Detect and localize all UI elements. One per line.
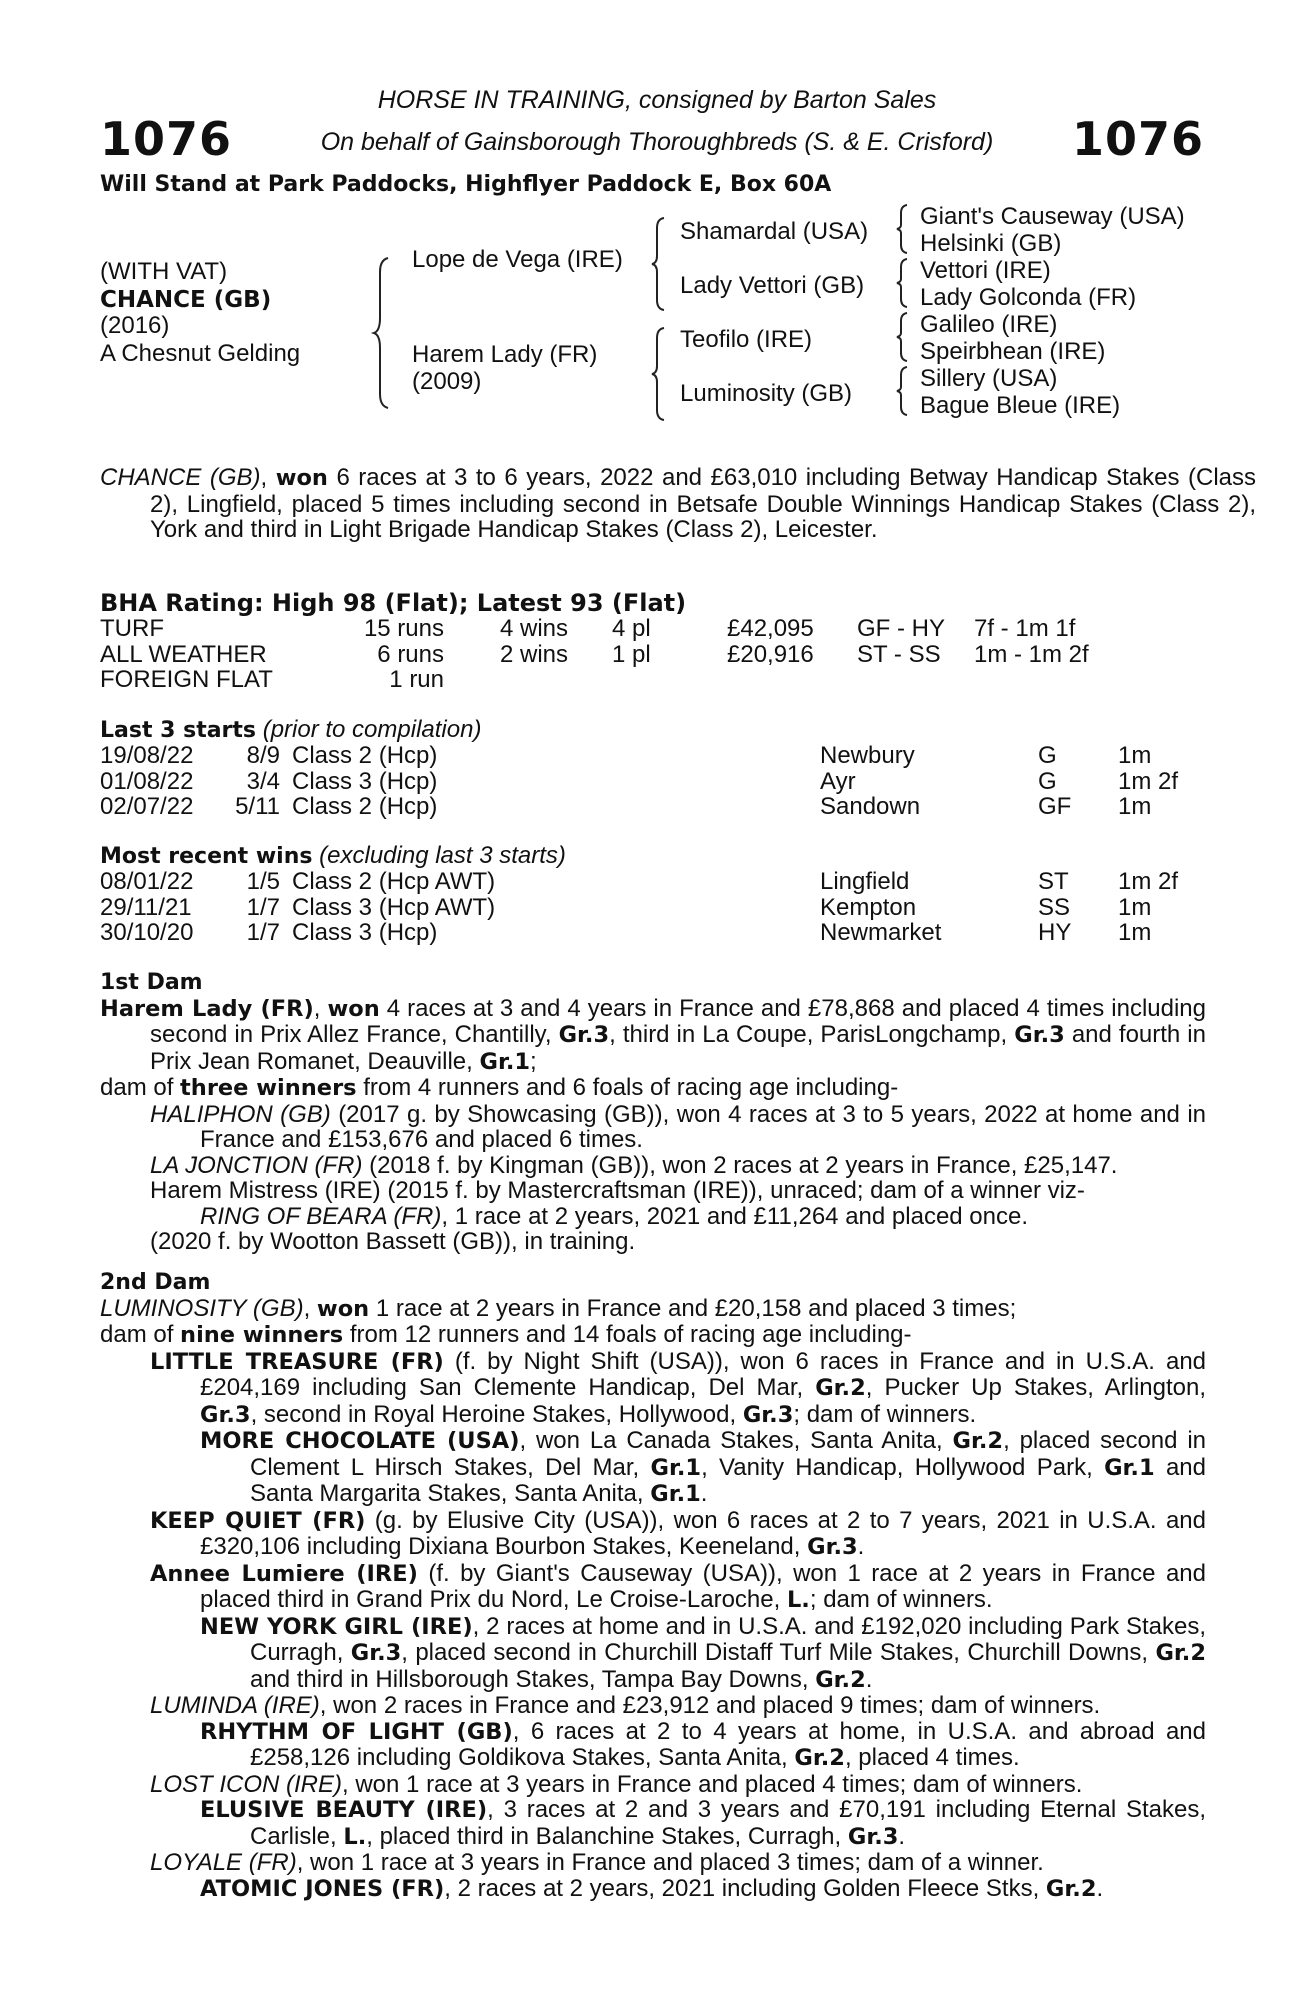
- produce-text: , won 1 race at 3 years in France and placed 3 times; dam of a winner.: [296, 1849, 1044, 1876]
- winners-count: three winners: [180, 1075, 357, 1101]
- cell-date: 08/01/22: [100, 868, 194, 895]
- cell-going: GF: [1038, 793, 1072, 820]
- first-dam-text-2: , third in La Coupe, ParisLongchamp,: [609, 1021, 1015, 1048]
- grade-label: Gr.1: [650, 1481, 701, 1507]
- cell-surface: FOREIGN FLAT: [100, 666, 273, 693]
- cell-date: 30/10/20: [100, 919, 194, 946]
- cell-dist: 1m 2f: [1118, 767, 1179, 795]
- table-row: [100, 743, 1220, 769]
- cell-dist: 1m: [1118, 793, 1152, 820]
- produce-text: , Vanity Handicap, Hollywood Park,: [701, 1453, 1105, 1481]
- sire-name: Lope de Vega (IRE): [412, 246, 623, 273]
- grade-label: Gr.3: [350, 1640, 402, 1666]
- produce-name: Annee Lumiere (IRE): [150, 1560, 418, 1587]
- table-row: [100, 895, 1220, 921]
- dam-name: Harem Lady (FR): [412, 341, 598, 368]
- table-row: [100, 794, 1220, 820]
- produce-name: KEEP QUIET (FR): [150, 1507, 366, 1534]
- last3-note: (prior to compilation): [256, 716, 482, 743]
- recent-note: (excluding last 3 starts): [312, 842, 566, 869]
- ped-dsd: Speirbhean (IRE): [920, 338, 1106, 365]
- offspring-text: (2018 f. by Kingman (GB)), won 2 races at 2 years in France, £25,147.: [362, 1151, 1118, 1179]
- grade-label: Gr.3: [200, 1401, 251, 1428]
- pedigree-brace-3d: [897, 367, 911, 415]
- grade-label: Gr.3: [807, 1534, 858, 1560]
- cell-course: Newbury: [820, 742, 915, 769]
- grade-label: Gr.3: [742, 1401, 794, 1428]
- last3-heading: [100, 717, 481, 743]
- cell-race: Class 3 (Hcp AWT): [292, 893, 496, 921]
- grade-label: Gr.2: [794, 1745, 845, 1771]
- winners-count: nine winners: [180, 1322, 344, 1348]
- pedigree-brace-sire: [652, 218, 668, 310]
- first-dam-name: Harem Lady (FR): [100, 995, 314, 1022]
- recent-heading: [100, 843, 566, 869]
- pedigree-brace-main: [374, 258, 394, 408]
- produce-text: , placed second in Clement L Hirsch Stakes, Del Mar,: [250, 1427, 1207, 1481]
- cell-race: Class 3 (Hcp): [292, 919, 438, 946]
- stand-location: Will Stand at Park Paddocks, Highflyer Paddock E, Box 60A: [100, 172, 832, 197]
- horse-year: (2016): [100, 312, 170, 339]
- second-dam-section: [100, 1270, 1206, 1902]
- produce-text: , placed 4 times.: [844, 1744, 1020, 1771]
- produce-name: LUMINDA (IRE): [150, 1692, 320, 1719]
- table-row: [100, 667, 1220, 693]
- cell-dist: 1m: [1118, 893, 1152, 921]
- sire-dam: Lady Vettori (GB): [680, 272, 865, 299]
- rating-title: BHA Rating: High 98 (Flat); Latest 93 (Flat): [100, 589, 687, 617]
- offspring-text: (2017 g. by Showcasing (GB)), won 4 races at 3 to 5 years, 2022 at home and in France and £153,676 and placed 6 times.: [200, 1100, 1207, 1153]
- listed-label: L.: [786, 1587, 810, 1613]
- cell-date: 02/07/22: [100, 793, 194, 820]
- produce-name: NEW YORK GIRL (IRE): [200, 1613, 473, 1640]
- lot-number-right: 1076: [1071, 112, 1204, 166]
- first-dam-text-1: 4 races at 3 and 4 years in France and £78,868 and placed 4 times including second in Prix Allez France, Chantilly,: [150, 994, 1206, 1048]
- produce-text: ; dam of winners.: [809, 1586, 993, 1613]
- dam-of-label: dam of: [100, 1321, 181, 1348]
- first-dam-title: 1st Dam: [100, 970, 203, 995]
- produce-text: and third in Hillsborough Stakes, Tampa Bay Downs,: [250, 1665, 816, 1693]
- last3-title: Last 3 starts: [100, 718, 257, 743]
- grade-label: Gr.2: [815, 1375, 866, 1401]
- produce-name: LITTLE TREASURE (FR): [150, 1348, 444, 1375]
- produce-elusive-beauty: [100, 1797, 1206, 1850]
- produce-name: LOST ICON (IRE): [150, 1770, 343, 1798]
- produce-text: ; dam of winners.: [793, 1400, 977, 1428]
- summary-text: 6 races at 3 to 6 years, 2022 and £63,010 including Betway Handicap Stakes (Class 2), Lingfield, placed 5 times including second in Betsafe Double Winnings Handicap Stakes (Class 2), York and third in Light Brigade Handicap Stakes (Class 2), Leicester.: [150, 464, 1256, 543]
- listed-label: L.: [343, 1823, 367, 1850]
- first-dam-section: [100, 970, 1206, 1255]
- produce-text: .: [898, 1822, 906, 1850]
- produce-text: , 2 races at 2 years, 2021 including Golden Fleece Stks,: [444, 1874, 1046, 1902]
- first-dam-text-4: ;: [530, 1047, 537, 1075]
- table-row: [100, 769, 1220, 795]
- offspring-4: (2020 f. by Wootton Bassett (GB)), in training.: [150, 1228, 636, 1255]
- produce-text: .: [857, 1533, 865, 1560]
- cell-race: Class 2 (Hcp): [292, 742, 438, 769]
- ped-sss: Giant's Causeway (USA): [920, 203, 1185, 230]
- cell-dist: 1m: [1118, 742, 1152, 769]
- produce-text: .: [865, 1665, 873, 1693]
- cell-race: Class 3 (Hcp): [292, 767, 438, 795]
- produce-loyale: [100, 1850, 1206, 1876]
- produce-text: .: [1096, 1874, 1104, 1902]
- cell-pos: 1/7: [246, 893, 280, 921]
- ped-dss: Galileo (IRE): [920, 311, 1058, 338]
- cell-surface: TURF: [100, 615, 164, 642]
- second-dam-text: 1 race at 2 years in France and £20,158 and placed 3 times;: [369, 1294, 1017, 1322]
- cell-race: Class 2 (Hcp AWT): [292, 868, 496, 895]
- horse-name: CHANCE (GB): [100, 287, 272, 313]
- produce-name: ATOMIC JONES (FR): [200, 1875, 445, 1902]
- grade-label: Gr.2: [815, 1666, 866, 1693]
- table-row: [100, 869, 1220, 895]
- consignment-line: HORSE IN TRAINING, consigned by Barton Sales: [377, 86, 937, 114]
- lot-number-left: 1076: [100, 112, 233, 166]
- summary-won: won: [275, 465, 328, 491]
- produce-text: , won 2 races in France and £23,912 and placed 9 times; dam of winners.: [319, 1692, 1101, 1719]
- offspring-name: LA JONCTION (FR): [150, 1151, 363, 1179]
- vat-label: (WITH VAT): [100, 258, 228, 285]
- cell-date: 29/11/21: [100, 893, 192, 921]
- produce-text: , won 1 race at 3 years in France and placed 4 times; dam of winners.: [342, 1770, 1083, 1798]
- cell-going: G: [1038, 767, 1057, 795]
- cell-course: Sandown: [820, 793, 921, 820]
- cell-wins: 4 wins: [500, 615, 569, 642]
- produce-text: , 6 races at 2 to 4 years at home, in U.S.A. and abroad and £258,126 including Goldikova Stakes, Santa Anita,: [250, 1717, 1206, 1771]
- ped-ddd: Bague Bleue (IRE): [920, 392, 1121, 419]
- cell-runs: 15 runs: [363, 615, 444, 642]
- recent-title: Most recent wins: [100, 844, 313, 869]
- cell-dist: 1m: [1118, 919, 1152, 946]
- produce-text: .: [700, 1480, 708, 1507]
- cell-dist: 7f - 1m 1f: [974, 615, 1076, 642]
- ped-ssd: Helsinki (GB): [920, 230, 1062, 257]
- grade-label: Gr.1: [650, 1454, 702, 1481]
- produce-luminda: [100, 1693, 1206, 1719]
- cell-pl: 1 pl: [612, 640, 651, 668]
- produce-atomic-jones: [100, 1876, 1206, 1903]
- dam-year: (2009): [412, 368, 482, 395]
- pedigree-brace-3a: [897, 205, 911, 253]
- ped-sds: Vettori (IRE): [920, 257, 1051, 284]
- cell-going: HY: [1038, 919, 1072, 946]
- dam-sire: Teofilo (IRE): [680, 326, 813, 353]
- vendor-line: On behalf of Gainsborough Thoroughbreds (S. & E. Crisford): [320, 128, 994, 156]
- dam-of-rest: from 4 runners and 6 foals of racing age including-: [356, 1074, 899, 1101]
- horse-description: A Chesnut Gelding: [100, 340, 301, 367]
- offspring-2: [100, 1153, 1206, 1179]
- pedigree-brace-dam: [652, 328, 668, 420]
- first-dam-produce: [100, 1075, 1206, 1102]
- offspring-name: HALIPHON (GB): [150, 1100, 331, 1128]
- cell-going: GF - HY: [857, 615, 945, 642]
- produce-more-chocolate: [100, 1428, 1206, 1508]
- cell-course: Lingfield: [820, 868, 910, 895]
- race-summary: CHANCE (GB), won 6 races at 3 to 6 years, 2022 and £63,010 including Betway Handicap Stakes (Class 2), Lingfield, placed 5 times including second in Betsafe Double Winnings Handicap Stakes (Class 2), York and third in Light Brigade Handicap Stakes (Class 2), Leicester.: [100, 464, 1256, 543]
- table-row: [100, 920, 1220, 946]
- produce-name: ELUSIVE BEAUTY (IRE): [200, 1797, 488, 1823]
- offspring-3: Harem Mistress (IRE) (2015 f. by Mastercraftsman (IRE)), unraced; dam of a winner viz-: [150, 1177, 1085, 1204]
- grade-label: Gr.3: [558, 1022, 610, 1048]
- offspring-name: RING OF BEARA (FR): [200, 1202, 442, 1230]
- offspring-text: , 1 race at 2 years, 2021 and £11,264 and placed once.: [441, 1202, 1029, 1230]
- table-row: [100, 616, 1220, 642]
- cell-pl: 4 pl: [612, 615, 651, 642]
- produce-rhythm-of-light: [100, 1719, 1206, 1772]
- cell-pos: 5/11: [235, 793, 280, 820]
- produce-keep-quiet: [100, 1508, 1206, 1561]
- produce-annee-lumiere: [100, 1561, 1206, 1614]
- produce-new-york-girl: [100, 1614, 1206, 1694]
- cell-date: 19/08/22: [100, 742, 194, 769]
- cell-pos: 8/9: [246, 742, 280, 769]
- produce-text: , second in Royal Heroine Stakes, Hollywood,: [250, 1400, 743, 1428]
- ped-sdd: Lady Golconda (FR): [920, 284, 1137, 311]
- cell-earn: £20,916: [727, 640, 814, 668]
- second-dam-title: 2nd Dam: [100, 1270, 211, 1295]
- produce-text: and Santa Margarita Stakes, Santa Anita,: [250, 1453, 1207, 1507]
- produce-text: (f. by Night Shift (USA)), won 6 races in France and in U.S.A. and £204,169 including San Clemente Handicap, Del Mar,: [200, 1347, 1207, 1401]
- cell-earn: £42,095: [727, 615, 814, 642]
- pedigree-brace-3c: [897, 313, 911, 361]
- dam-of-rest: from 12 runners and 14 foals of racing age including-: [343, 1321, 912, 1348]
- dam-of-label: dam of: [100, 1074, 181, 1101]
- offspring-1: [100, 1102, 1206, 1153]
- second-dam-won: won: [316, 1295, 370, 1322]
- second-dam-name: LUMINOSITY (GB): [100, 1294, 304, 1322]
- produce-lost-icon: [100, 1772, 1206, 1798]
- cell-dist: 1m 2f: [1118, 868, 1179, 895]
- sire-sire: Shamardal (USA): [680, 218, 869, 245]
- cell-runs: 1 run: [389, 666, 444, 693]
- produce-text: (f. by Giant's Causeway (USA)), won 1 race at 2 years in France and placed third in Grand Prix du Nord, Le Croise-Laroche,: [200, 1559, 1206, 1613]
- offspring-3a: [100, 1204, 1206, 1230]
- cell-wins: 2 wins: [500, 640, 569, 668]
- produce-text: , placed third in Balanchine Stakes, Curragh,: [366, 1822, 848, 1850]
- cell-going: SS: [1038, 893, 1071, 921]
- produce-text: , won La Canada Stakes, Santa Anita,: [519, 1427, 953, 1454]
- cell-going: ST - SS: [857, 640, 941, 668]
- dam-dam: Luminosity (GB): [680, 380, 853, 407]
- produce-text: , 3 races at 2 and 3 years and £70,191 including Eternal Stakes, Carlisle,: [250, 1796, 1206, 1850]
- produce-text: , placed second in Churchill Distaff Turf Mile Stakes, Churchill Downs,: [401, 1639, 1156, 1666]
- second-dam-record: LUMINOSITY (GB), won 1 race at 2 years in France and £20,158 and placed 3 times;: [100, 1294, 1017, 1322]
- grade-label: Gr.2: [1045, 1875, 1097, 1902]
- grade-label: Gr.1: [479, 1048, 531, 1075]
- grade-label: Gr.2: [1155, 1640, 1206, 1666]
- produce-name: RHYTHM OF LIGHT (GB): [200, 1718, 513, 1745]
- grade-label: Gr.3: [1014, 1022, 1065, 1048]
- produce-text: , Pucker Up Stakes, Arlington,: [865, 1374, 1206, 1401]
- cell-race: Class 2 (Hcp): [292, 793, 438, 820]
- cell-pos: 3/4: [246, 767, 280, 795]
- cell-runs: 6 runs: [377, 640, 444, 668]
- cell-date: 01/08/22: [100, 767, 194, 795]
- cell-course: Kempton: [820, 893, 917, 921]
- ped-dds: Sillery (USA): [920, 365, 1058, 392]
- produce-text: (g. by Elusive City (USA)), won 6 races at 2 to 7 years, 2021 in U.S.A. and £320,106 including Dixiana Bourbon Stakes, Keeneland,: [200, 1506, 1206, 1560]
- produce-name: MORE CHOCOLATE (USA): [200, 1428, 520, 1454]
- first-dam-text-3: and fourth in Prix Jean Romanet, Deauville,: [150, 1021, 1206, 1075]
- cell-pos: 1/5: [246, 868, 280, 895]
- produce-little-treasure: [100, 1349, 1206, 1429]
- cell-course: Newmarket: [820, 919, 942, 946]
- cell-going: ST: [1038, 868, 1069, 895]
- produce-text: , 2 races at home and in U.S.A. and £192,020 including Park Stakes, Curragh,: [250, 1612, 1206, 1666]
- cell-course: Ayr: [820, 767, 856, 795]
- cell-going: G: [1038, 742, 1057, 769]
- second-dam-produce: [100, 1322, 1206, 1349]
- table-row: [100, 642, 1220, 668]
- produce-name: LOYALE (FR): [150, 1849, 297, 1876]
- cell-surface: ALL WEATHER: [100, 640, 267, 668]
- pedigree-brace-3b: [897, 259, 911, 307]
- cell-dist: 1m - 1m 2f: [974, 640, 1089, 668]
- summary-horse-name: CHANCE (GB): [100, 464, 261, 491]
- first-dam-record: Harem Lady (FR), won 4 races at 3 and 4 years in France and £78,868 and placed 4 times including second in Prix Allez France, Chantilly, Gr.3, third in La Coupe, ParisLongchamp, Gr.3 and fourth in Prix Jean Romanet, Deauville, Gr.1;: [100, 994, 1206, 1075]
- grade-label: Gr.1: [1104, 1454, 1155, 1481]
- cell-pos: 1/7: [246, 919, 280, 946]
- grade-label: Gr.3: [847, 1823, 899, 1850]
- grade-label: Gr.2: [952, 1428, 1004, 1454]
- first-dam-won: won: [327, 995, 380, 1022]
